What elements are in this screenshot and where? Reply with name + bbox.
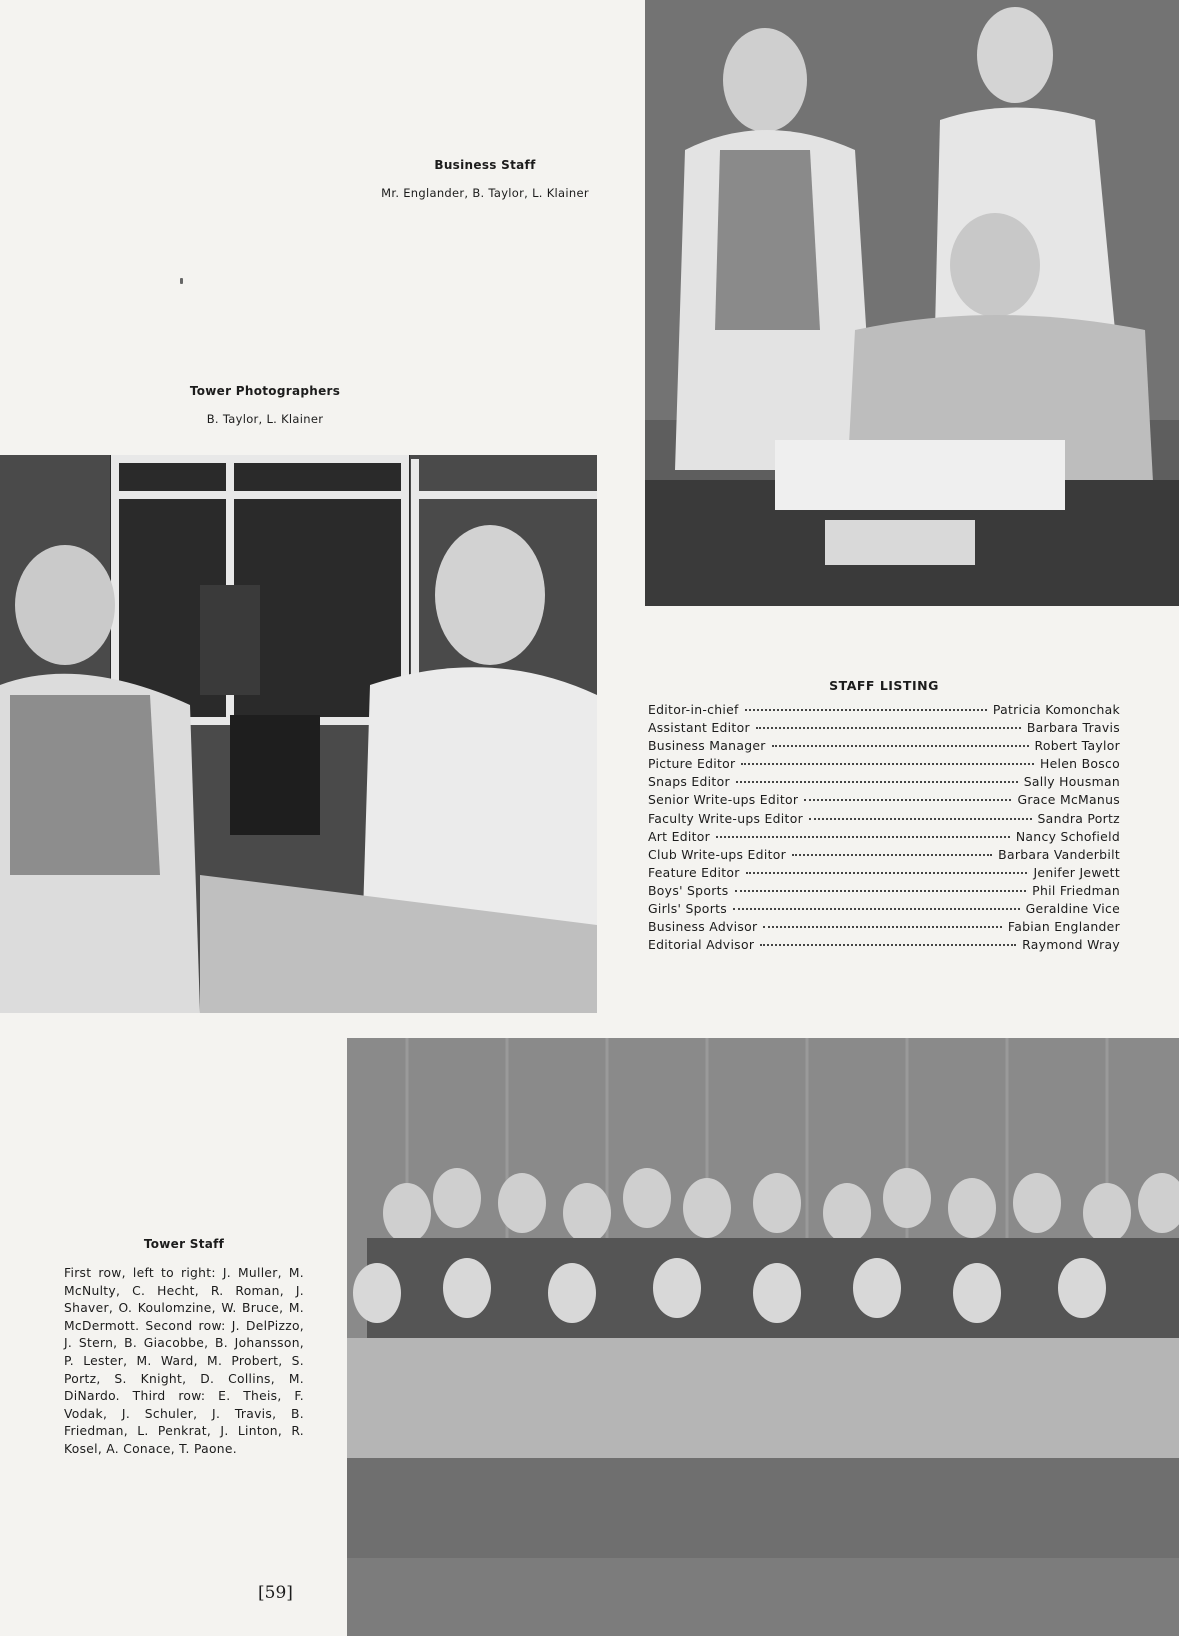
staff-listing-heading: STAFF LISTING (829, 678, 939, 693)
tower-staff-caption (64, 1237, 304, 1459)
staff-role: Senior Write-ups Editor (648, 792, 799, 808)
staff-row (648, 773, 1120, 791)
staff-row (648, 810, 1120, 828)
leader-dots (792, 854, 992, 856)
tower-photographers-title: Tower Photographers (189, 384, 341, 398)
staff-name: Barbara Vanderbilt (998, 846, 1120, 862)
staff-row (648, 737, 1120, 755)
staff-row (648, 701, 1120, 719)
leader-dots (804, 799, 1011, 801)
staff-role: Business Advisor (648, 919, 758, 935)
page-number: [59] (258, 1583, 293, 1603)
leader-dots (763, 926, 1002, 928)
staff-role: Editor-in-chief (648, 702, 739, 717)
leader-dots (746, 872, 1028, 874)
print-speck (180, 278, 183, 284)
staff-listing (648, 678, 1120, 954)
business-staff-title: Business Staff (434, 158, 536, 172)
staff-name: Phil Friedman (1032, 882, 1120, 898)
staff-row (648, 846, 1120, 864)
staff-name: Robert Taylor (1034, 738, 1120, 754)
staff-role: Faculty Write-ups Editor (648, 810, 803, 826)
staff-role: Picture Editor (648, 756, 736, 772)
staff-row (648, 828, 1120, 846)
tower-photographers-caption (140, 384, 390, 426)
staff-row (648, 791, 1120, 809)
leader-dots (736, 781, 1018, 783)
staff-name: Helen Bosco (1039, 756, 1120, 772)
tower-staff-names: First row, left to right: J. Muller, M. McNulty, C. Hecht, R. Roman, J. Shaver, O. Koulomzine, W. Bruce, M. McDermott. Second row: J. DelPizzo, J. Stern, B. Giacobbe, B. Johansson, P. Lester, M. Ward, M. Probert, S. Portz, S. Knight, D. Collins, M. DiNardo. Third row: E. Theis, F. Vodak, J. Schuler, J. Travis, B. Friedman, L. Penkrat, J. Linton, R. Kosel, A. Conace, T. Paone. (64, 1266, 304, 1456)
leader-dots (741, 763, 1034, 765)
staff-row (648, 864, 1120, 882)
staff-name: Jenifer Jewett (1033, 864, 1120, 880)
staff-role: Assistant Editor (648, 720, 750, 736)
staff-name: Barbara Travis (1026, 720, 1120, 736)
staff-row (648, 900, 1120, 918)
staff-role: Girls' Sports (648, 901, 727, 917)
leader-dots (756, 727, 1021, 729)
tower-staff-group-photo (347, 1038, 1179, 1636)
leader-dots (735, 890, 1027, 892)
staff-name: Patricia Komonchak (992, 702, 1120, 717)
staff-row (648, 936, 1120, 954)
leader-dots (716, 836, 1010, 838)
staff-row (648, 882, 1120, 900)
staff-name: Grace McManus (1017, 792, 1120, 808)
leader-dots (760, 944, 1016, 946)
staff-name: Fabian Englander (1007, 919, 1120, 935)
staff-role: Feature Editor (648, 864, 740, 880)
staff-name: Sandra Portz (1037, 810, 1120, 826)
staff-name: Sally Housman (1023, 774, 1120, 790)
tower-staff-title: Tower Staff (143, 1237, 225, 1251)
leader-dots (809, 818, 1032, 820)
leader-dots (733, 908, 1020, 910)
business-staff-names: Mr. Englander, B. Taylor, L. Klainer (381, 186, 589, 200)
staff-row (648, 719, 1120, 737)
staff-row (648, 918, 1120, 936)
staff-name: Geraldine Vice (1025, 901, 1120, 917)
tower-photographers-names: B. Taylor, L. Klainer (206, 412, 324, 426)
leader-dots (772, 745, 1029, 747)
staff-role: Boys' Sports (648, 882, 729, 898)
leader-dots (745, 709, 987, 711)
staff-row (648, 755, 1120, 773)
tower-photographers-photo (0, 455, 597, 1013)
staff-role: Art Editor (648, 828, 711, 844)
business-staff-photo (645, 0, 1179, 606)
staff-role: Editorial Advisor (648, 937, 755, 953)
staff-role: Business Manager (648, 738, 766, 754)
staff-name: Nancy Schofield (1015, 828, 1120, 844)
business-staff-caption (345, 158, 625, 200)
staff-name: Raymond Wray (1022, 937, 1120, 953)
staff-role: Club Write-ups Editor (648, 846, 787, 862)
staff-role: Snaps Editor (648, 774, 730, 790)
